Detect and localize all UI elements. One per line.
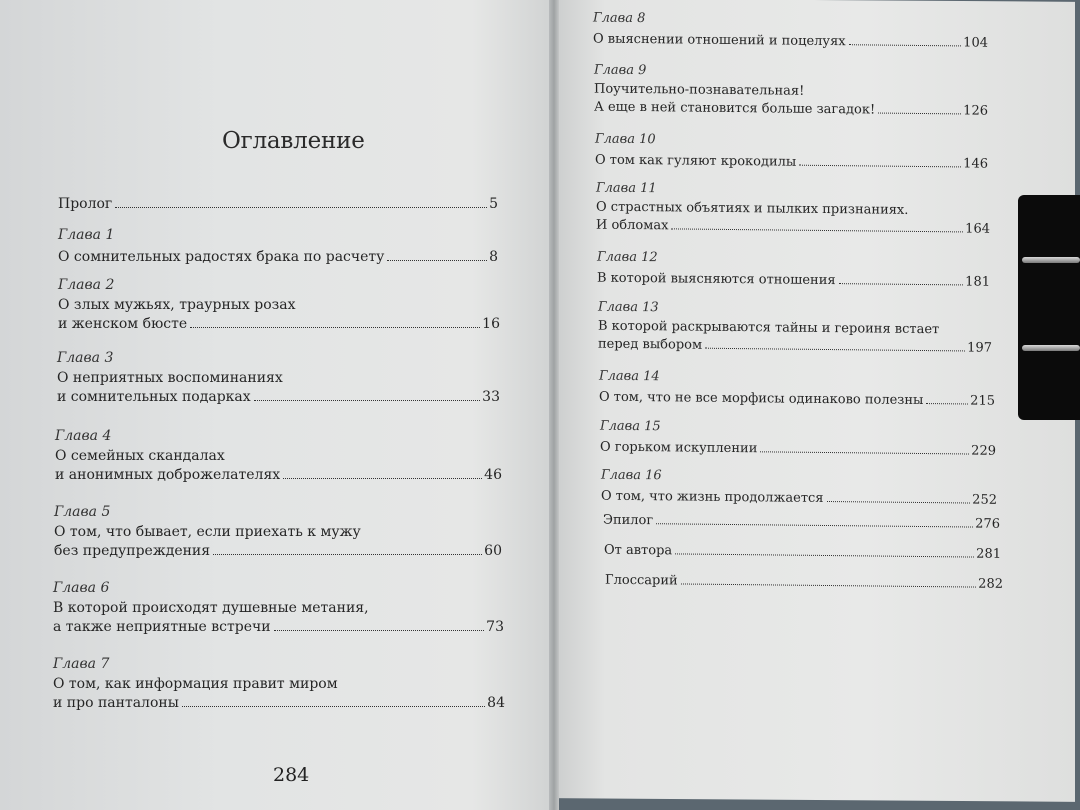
toc-entry-chapter-5: Глава 5 О том, что бывает, если приехать к мужу без предупреждения 60 (54, 504, 502, 559)
chapter-label: Глава 12 (597, 249, 658, 266)
chapter-label: Глава 9 (594, 62, 647, 79)
chapter-label: Глава 7 (53, 656, 110, 672)
toc-entry-chapter-2: Глава 2 О злых мужьях, траурных розах и женском бюсте 16 (58, 277, 500, 332)
toc-entry-epilogue: Эпилог 276 (603, 512, 1000, 532)
toc-entry-chapter-15: Глава 15 О горьком искуплении 229 (600, 418, 996, 459)
toc-entry-chapter-7: Глава 7 О том, как информация правит миром и про панталоны 84 (53, 656, 505, 711)
chapter-label: Глава 15 (600, 418, 661, 435)
binder-clip-wire (1022, 345, 1080, 351)
toc-entry-chapter-8: Глава 8 О выяснении отношений и поцелуях 104 (593, 10, 988, 51)
toc-entry-chapter-12: Глава 12 В которой выясняются отношения 181 (597, 249, 990, 290)
toc-entry-chapter-13: Глава 13 В которой раскрываются тайны и героиня встает перед выбором 197 (598, 299, 992, 356)
toc-entry-chapter-6: Глава 6 В которой происходят душевные метания, а также неприятные встречи 73 (53, 580, 504, 635)
chapter-label: Глава 2 (58, 277, 115, 293)
chapter-label: Глава 11 (596, 180, 657, 197)
chapter-label: Глава 8 (593, 10, 646, 27)
chapter-label: Глава 10 (595, 131, 656, 148)
toc-entry-chapter-14: Глава 14 О том, что не все морфисы одинаково полезны 215 (599, 368, 995, 409)
chapter-label: Глава 13 (598, 299, 659, 316)
toc-entry-chapter-4: Глава 4 О семейных скандалах и анонимных доброжелателях 46 (55, 428, 502, 483)
toc-entry-chapter-11: Глава 11 О страстных объятиях и пылких признаниях. И обломах 164 (596, 180, 990, 237)
toc-entry-chapter-10: Глава 10 О том как гуляют крокодилы 146 (595, 131, 988, 172)
chapter-label: Глава 1 (58, 227, 115, 243)
page-number: 284 (273, 764, 310, 786)
chapter-label: Глава 4 (55, 428, 112, 444)
chapter-label: Глава 16 (601, 467, 662, 484)
toc-entry-prologue: Пролог 5 (58, 196, 498, 212)
toc-entry-chapter-16: Глава 16 О том, что жизнь продолжается 252 (601, 467, 997, 508)
toc-entry-from-author: От автора 281 (604, 542, 1001, 562)
chapter-label: Глава 6 (53, 580, 110, 596)
book-spine (549, 0, 559, 810)
toc-entry-chapter-1: Глава 1 О сомнительных радостях брака по расчету 8 (58, 227, 498, 265)
binder-clip (1018, 195, 1080, 420)
chapter-label: Глава 3 (57, 350, 114, 366)
toc-title: Оглавление (222, 128, 365, 154)
toc-entry-chapter-3: Глава 3 О неприятных воспоминаниях и сомнительных подарках 33 (57, 350, 500, 405)
toc-entry-glossary: Глоссарий 282 (605, 572, 1003, 592)
chapter-label: Глава 14 (599, 368, 660, 385)
binder-clip-wire (1022, 257, 1080, 263)
chapter-label: Глава 5 (54, 504, 111, 520)
toc-entry-chapter-9: Глава 9 Поучительно-познавательная! А еще в ней становится больше загадок! 126 (594, 62, 988, 119)
